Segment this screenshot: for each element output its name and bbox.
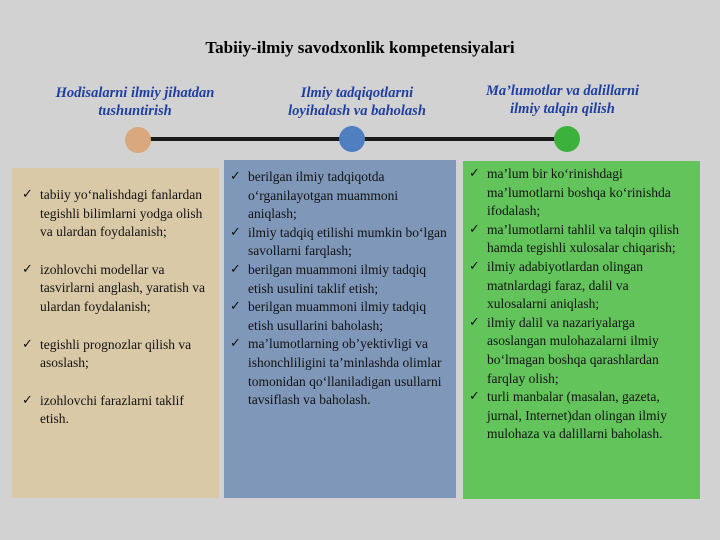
list-item-text: ma’lumotlarni tahlil va talqin qilish hamda tegishli xulosalar chiqarish; [487,221,679,256]
diagram-title: Tabiiy-ilmiy savodxonlik kompetensiyalari [205,38,515,57]
competency-list-3 [467,165,692,444]
list-item-text: berilgan ilmiy tadqiqotda o‘rganilayotgan muammoni aniqlash; [248,169,399,222]
timeline-dot-1 [125,127,151,153]
list-item-text: izohlovchi modellar va tasvirlarni anglash, yaratish va ulardan foydalanish; [40,261,205,314]
list-item-text: turli manbalar (masalan, gazeta, jurnal, Internet)dan olingan ilmiy mulohaza va dalillarni baholash. [487,389,667,442]
checkmark-icon: ✓ [22,261,33,277]
timeline-dot-2 [339,126,365,152]
list-item-text: tabiiy yo‘nalishdagi fanlardan tegishli bilimlarni yodga olish va ulardan foydalanish; [40,187,203,240]
checkmark-icon: ✓ [22,392,33,408]
header-interpret-data: Ma’lumotlar va dalillarni ilmiy talqin qilish [485,83,640,117]
checkmark-icon: ✓ [230,261,241,277]
list-item [467,258,692,314]
header-explain-phenomena: Hodisalarni ilmiy jihatdan tushuntirish [55,85,215,119]
timeline-dot-3 [554,126,580,152]
list-item [228,261,450,298]
column-explain-phenomena [12,168,219,498]
list-item-text: ilmiy tadqiq etilishi mumkin bo‘lgan savollarni farqlash; [248,224,447,259]
list-item-text: berilgan muammoni ilmiy tadqiq etish usullarini baholash; [248,299,427,333]
checkmark-icon: ✓ [22,336,33,352]
list-item [228,335,450,409]
list-item [20,186,211,242]
list-item-text: izohlovchi farazlarni taklif etish. [40,392,184,427]
list-item [228,298,450,335]
competency-list-2 [228,168,450,410]
list-item [20,336,211,373]
list-item [20,261,211,317]
column-interpret-data [463,161,700,499]
list-item-text: ma’lumotlarning ob’yektivligi va ishonchliligini ta’minlashda olimlar tomonidan qo‘llaniladigan usullarni tavsiflash va baholash. [248,336,442,408]
list-item-text: ilmiy adabiyotlardan olingan matnlardagi faraz, dalil va xulosalarni aniqlash; [487,258,643,312]
list-item [467,221,692,258]
list-item [228,224,450,261]
list-item [467,314,692,388]
list-item [20,392,211,429]
list-item [467,165,692,221]
list-item-text: ma’lum bir ko‘rinishdagi ma’lumotlarni boshqa ko‘rinishda ifodalash; [487,166,671,219]
list-item [467,388,692,444]
checkmark-icon: ✓ [469,389,480,405]
checkmark-icon: ✓ [230,224,241,240]
checkmark-icon: ✓ [469,166,480,181]
header-design-research: Ilmiy tadqiqotlarni loyihalash va baholash [288,85,426,119]
list-item-text: berilgan muammoni ilmiy tadqiq etish usulini taklif etish; [248,261,427,296]
checkmark-icon: ✓ [469,221,480,237]
checkmark-icon: ✓ [230,336,241,352]
column-design-research [224,160,456,498]
checkmark-icon: ✓ [230,169,241,184]
competency-list-1 [20,186,211,429]
list-item-text: ilmiy dalil va nazariyalarga asoslangan mulohazalarni ilmiy bo‘lmagan boshqa qarashlardan farqlay olish; [487,314,659,386]
checkmark-icon: ✓ [469,314,480,330]
checkmark-icon: ✓ [22,187,33,202]
list-item-text: tegishli prognozlar qilish va asoslash; [40,336,192,371]
checkmark-icon: ✓ [469,258,480,274]
list-item [228,168,450,224]
checkmark-icon: ✓ [230,299,241,315]
